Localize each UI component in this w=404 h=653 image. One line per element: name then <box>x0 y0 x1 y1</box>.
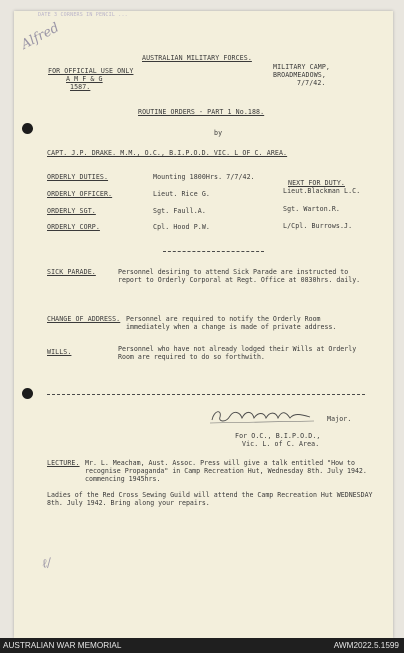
notice-heading: CHANGE OF ADDRESS. <box>47 315 121 323</box>
orders-commander: CAPT. J.P. DRAKE. M.M., O.C., B.I.P.O.D. VIC. L OF C. AREA. <box>47 149 288 157</box>
camp-name: MILITARY CAMP, <box>273 63 330 71</box>
signatory-area-line: Vic. L. of C. Area. <box>242 440 320 448</box>
document-title: AUSTRALIAN MILITARY FORCES. <box>142 54 252 62</box>
document-sheet <box>14 11 393 638</box>
notice-heading: SICK PARADE. <box>47 268 96 276</box>
handwritten-signature <box>206 406 318 428</box>
notice-text: Personnel desiring to attend Sick Parade are instructed to report to Orderly Corporal at Regt. Office at 0830hrs. daily. <box>118 268 361 284</box>
camp-location: BROADMEADOWS, <box>273 71 326 79</box>
notice-heading: WILLS. <box>47 348 72 356</box>
pencil-initials: ℓ/ <box>40 555 53 571</box>
notice-text: Personnel who have not already lodged their Wills at Orderly Room are required to do so forthwith. <box>118 345 357 361</box>
signatory-for-line: For O.C., B.I.P.O.D., <box>235 432 321 440</box>
duty-value: Mounting 1800Hrs. 7/7/42. <box>153 173 255 181</box>
footer-institution: AUSTRALIAN WAR MEMORIAL <box>3 641 122 650</box>
footer-reference: AWM2022.5.1599 <box>333 641 399 650</box>
duty-label: ORDERLY OFFICER. <box>47 190 113 198</box>
punch-hole-bottom <box>22 388 33 399</box>
lecture-heading: LECTURE. <box>47 459 80 467</box>
next-duty-value: Sgt. Warton.R. <box>283 205 340 213</box>
orders-by: by <box>214 129 223 137</box>
archive-stamp: DATE 3 CORNERS IN PENCIL ... <box>38 12 128 18</box>
document-date: 7/7/42. <box>297 79 326 87</box>
red-cross-notice: Ladies of the Red Cross Sewing Guild will attend the Camp Recreation Hut WEDNESDAY 8th. July 1942. Bring along your repairs. <box>47 491 373 507</box>
duty-value: Cpl. Hood P.W. <box>153 223 210 231</box>
pencil-annotation: Alfred <box>18 20 62 53</box>
form-number: 1587. <box>70 83 91 91</box>
official-use-line: FOR OFFICIAL USE ONLY <box>48 67 134 75</box>
section-divider <box>163 251 264 252</box>
duty-label: ORDERLY SGT. <box>47 207 96 215</box>
notice-text: Personnel are required to notify the Orderly Room immediately when a change is made of private address. <box>126 315 337 331</box>
orders-title: ROUTINE ORDERS - PART 1 No.188. <box>138 108 265 116</box>
duty-value: Sgt. Faull.A. <box>153 207 206 215</box>
duty-value: Lieut. Rice G. <box>153 190 210 198</box>
next-duty-value: L/Cpl. Burrows.J. <box>283 222 353 230</box>
duty-label: ORDERLY CORP. <box>47 223 100 231</box>
archive-footer <box>0 638 404 653</box>
signatory-rank: Major. <box>327 415 352 423</box>
next-duty-value: Lieut.Blackman L.C. <box>283 187 361 195</box>
lecture-text: Mr. L. Meacham, Aust. Assoc. Press will give a talk entitled "How to recognise Propaganda" in Camp Recreation Hut, Wednesday 8th. July 1942. commencing 1945hrs. <box>85 459 367 483</box>
duty-label: ORDERLY DUTIES. <box>47 173 109 181</box>
punch-hole-top <box>22 123 33 134</box>
form-code: A M F & G <box>66 75 103 83</box>
section-divider-long <box>47 394 365 395</box>
next-for-duty-heading: NEXT FOR DUTY. <box>288 179 345 187</box>
